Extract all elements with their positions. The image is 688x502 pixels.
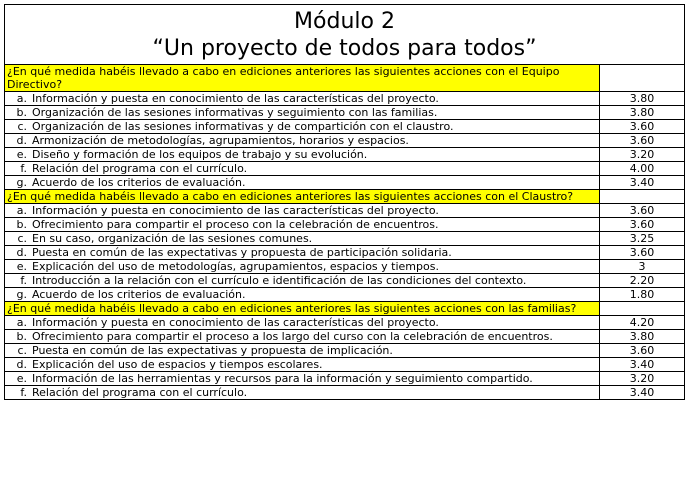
item-score: 3.60 xyxy=(600,246,685,260)
item-text: Diseño y formación de los equipos de trabajo y su evolución. xyxy=(32,148,368,161)
item-row xyxy=(5,204,685,218)
item-letter: g. xyxy=(16,288,27,301)
item-text: Organización de las sesiones informativas y de compartición con el claustro. xyxy=(32,120,454,133)
item-score: 3.80 xyxy=(600,92,685,106)
item-cell xyxy=(5,176,600,190)
item-cell xyxy=(5,162,600,176)
item-letter: d. xyxy=(16,134,27,147)
item-cell xyxy=(5,92,600,106)
question-row xyxy=(5,190,685,204)
item-cell xyxy=(5,106,600,120)
item-score: 3.60 xyxy=(600,120,685,134)
question-row xyxy=(5,302,685,316)
item-row xyxy=(5,246,685,260)
item-letter: d. xyxy=(16,358,27,371)
item-text: Ofrecimiento para compartir el proceso con la celebración de encuentros. xyxy=(32,218,439,231)
item-text: En su caso, organización de las sesiones comunes. xyxy=(32,232,313,245)
item-cell xyxy=(5,134,600,148)
item-score: 3.60 xyxy=(600,134,685,148)
item-text: Relación del programa con el currículo. xyxy=(32,386,248,399)
item-text: Explicación del uso de espacios y tiempos escolares. xyxy=(32,358,323,371)
item-text: Armonización de metodologías, agrupamientos, horarios y espacios. xyxy=(32,134,409,147)
item-letter: a. xyxy=(16,316,27,329)
item-cell xyxy=(5,386,600,400)
item-row xyxy=(5,274,685,288)
item-score: 4.00 xyxy=(600,162,685,176)
module-title: Módulo 2 xyxy=(294,8,395,34)
item-score: 3.40 xyxy=(600,176,685,190)
item-score: 3.80 xyxy=(600,106,685,120)
item-letter: c. xyxy=(17,232,27,245)
item-letter: f. xyxy=(20,162,27,175)
item-cell xyxy=(5,218,600,232)
item-score: 3.20 xyxy=(600,148,685,162)
section-question: ¿En qué medida habéis llevado a cabo en ediciones anteriores las siguientes acciones con el Claustro? xyxy=(5,190,600,204)
item-letter: a. xyxy=(16,204,27,217)
item-score: 3.80 xyxy=(600,330,685,344)
question-value-empty xyxy=(600,190,685,204)
item-cell xyxy=(5,260,600,274)
item-cell xyxy=(5,358,600,372)
item-text: Explicación del uso de metodologías, agrupamientos, espacios y tiempos. xyxy=(32,260,439,273)
item-cell xyxy=(5,148,600,162)
item-score: 3.60 xyxy=(600,344,685,358)
item-text: Introducción a la relación con el currículo e identificación de las condiciones del contexto. xyxy=(32,274,527,287)
item-score: 3.60 xyxy=(600,204,685,218)
item-row xyxy=(5,260,685,274)
module-subtitle: “Un proyecto de todos para todos” xyxy=(152,35,537,61)
item-letter: e. xyxy=(16,148,27,161)
item-cell xyxy=(5,274,600,288)
title-cell xyxy=(5,5,685,65)
section-question: ¿En qué medida habéis llevado a cabo en ediciones anteriores las siguientes acciones con el Equipo Directivo? xyxy=(5,65,600,92)
question-value-empty xyxy=(600,65,685,92)
item-text: Acuerdo de los criterios de evaluación. xyxy=(32,288,246,301)
item-letter: b. xyxy=(16,330,27,343)
item-cell xyxy=(5,232,600,246)
document-page xyxy=(4,4,684,498)
item-letter: e. xyxy=(16,260,27,273)
item-row xyxy=(5,106,685,120)
item-row xyxy=(5,120,685,134)
item-text: Puesta en común de las expectativas y propuesta de implicación. xyxy=(32,344,393,357)
item-text: Información y puesta en conocimiento de las características del proyecto. xyxy=(32,92,439,105)
section-question: ¿En qué medida habéis llevado a cabo en ediciones anteriores las siguientes acciones con las familias? xyxy=(5,302,600,316)
item-text: Relación del programa con el currículo. xyxy=(32,162,248,175)
item-text: Organización de las sesiones informativas y seguimiento con las familias. xyxy=(32,106,438,119)
item-row xyxy=(5,372,685,386)
item-row xyxy=(5,232,685,246)
question-row xyxy=(5,65,685,92)
item-row xyxy=(5,148,685,162)
item-text: Puesta en común de las expectativas y propuesta de participación solidaria. xyxy=(32,246,452,259)
item-letter: g. xyxy=(16,176,27,189)
item-score: 4.20 xyxy=(600,316,685,330)
item-text: Información y puesta en conocimiento de las características del proyecto. xyxy=(32,204,439,217)
item-score: 3.60 xyxy=(600,218,685,232)
item-cell xyxy=(5,288,600,302)
item-score: 1.80 xyxy=(600,288,685,302)
item-row xyxy=(5,176,685,190)
item-score: 3 xyxy=(600,260,685,274)
item-letter: b. xyxy=(16,218,27,231)
item-text: Información y puesta en conocimiento de las características del proyecto. xyxy=(32,316,439,329)
item-text: Ofrecimiento para compartir el proceso a los largo del curso con la celebración de encuentros. xyxy=(32,330,553,343)
item-row xyxy=(5,288,685,302)
item-text: Información de las herramientas y recursos para la información y seguimiento compartido. xyxy=(32,372,533,385)
item-letter: a. xyxy=(16,92,27,105)
item-score: 3.20 xyxy=(600,372,685,386)
item-score: 2.20 xyxy=(600,274,685,288)
item-cell xyxy=(5,120,600,134)
question-value-empty xyxy=(600,302,685,316)
item-score: 3.40 xyxy=(600,386,685,400)
item-letter: d. xyxy=(16,246,27,259)
item-row xyxy=(5,358,685,372)
item-cell xyxy=(5,330,600,344)
item-row xyxy=(5,330,685,344)
item-row xyxy=(5,162,685,176)
table-body xyxy=(5,65,685,400)
item-row xyxy=(5,386,685,400)
item-cell xyxy=(5,204,600,218)
item-letter: f. xyxy=(20,274,27,287)
item-letter: f. xyxy=(20,386,27,399)
survey-table xyxy=(4,4,685,400)
title-row xyxy=(5,5,685,65)
item-row xyxy=(5,218,685,232)
item-score: 3.25 xyxy=(600,232,685,246)
item-letter: e. xyxy=(16,372,27,385)
item-row xyxy=(5,316,685,330)
item-text: Acuerdo de los criterios de evaluación. xyxy=(32,176,246,189)
item-cell xyxy=(5,372,600,386)
item-letter: c. xyxy=(17,344,27,357)
item-cell xyxy=(5,344,600,358)
item-row xyxy=(5,134,685,148)
item-row xyxy=(5,92,685,106)
item-score: 3.40 xyxy=(600,358,685,372)
item-cell xyxy=(5,246,600,260)
item-cell xyxy=(5,316,600,330)
item-row xyxy=(5,344,685,358)
item-letter: c. xyxy=(17,120,27,133)
item-letter: b. xyxy=(16,106,27,119)
